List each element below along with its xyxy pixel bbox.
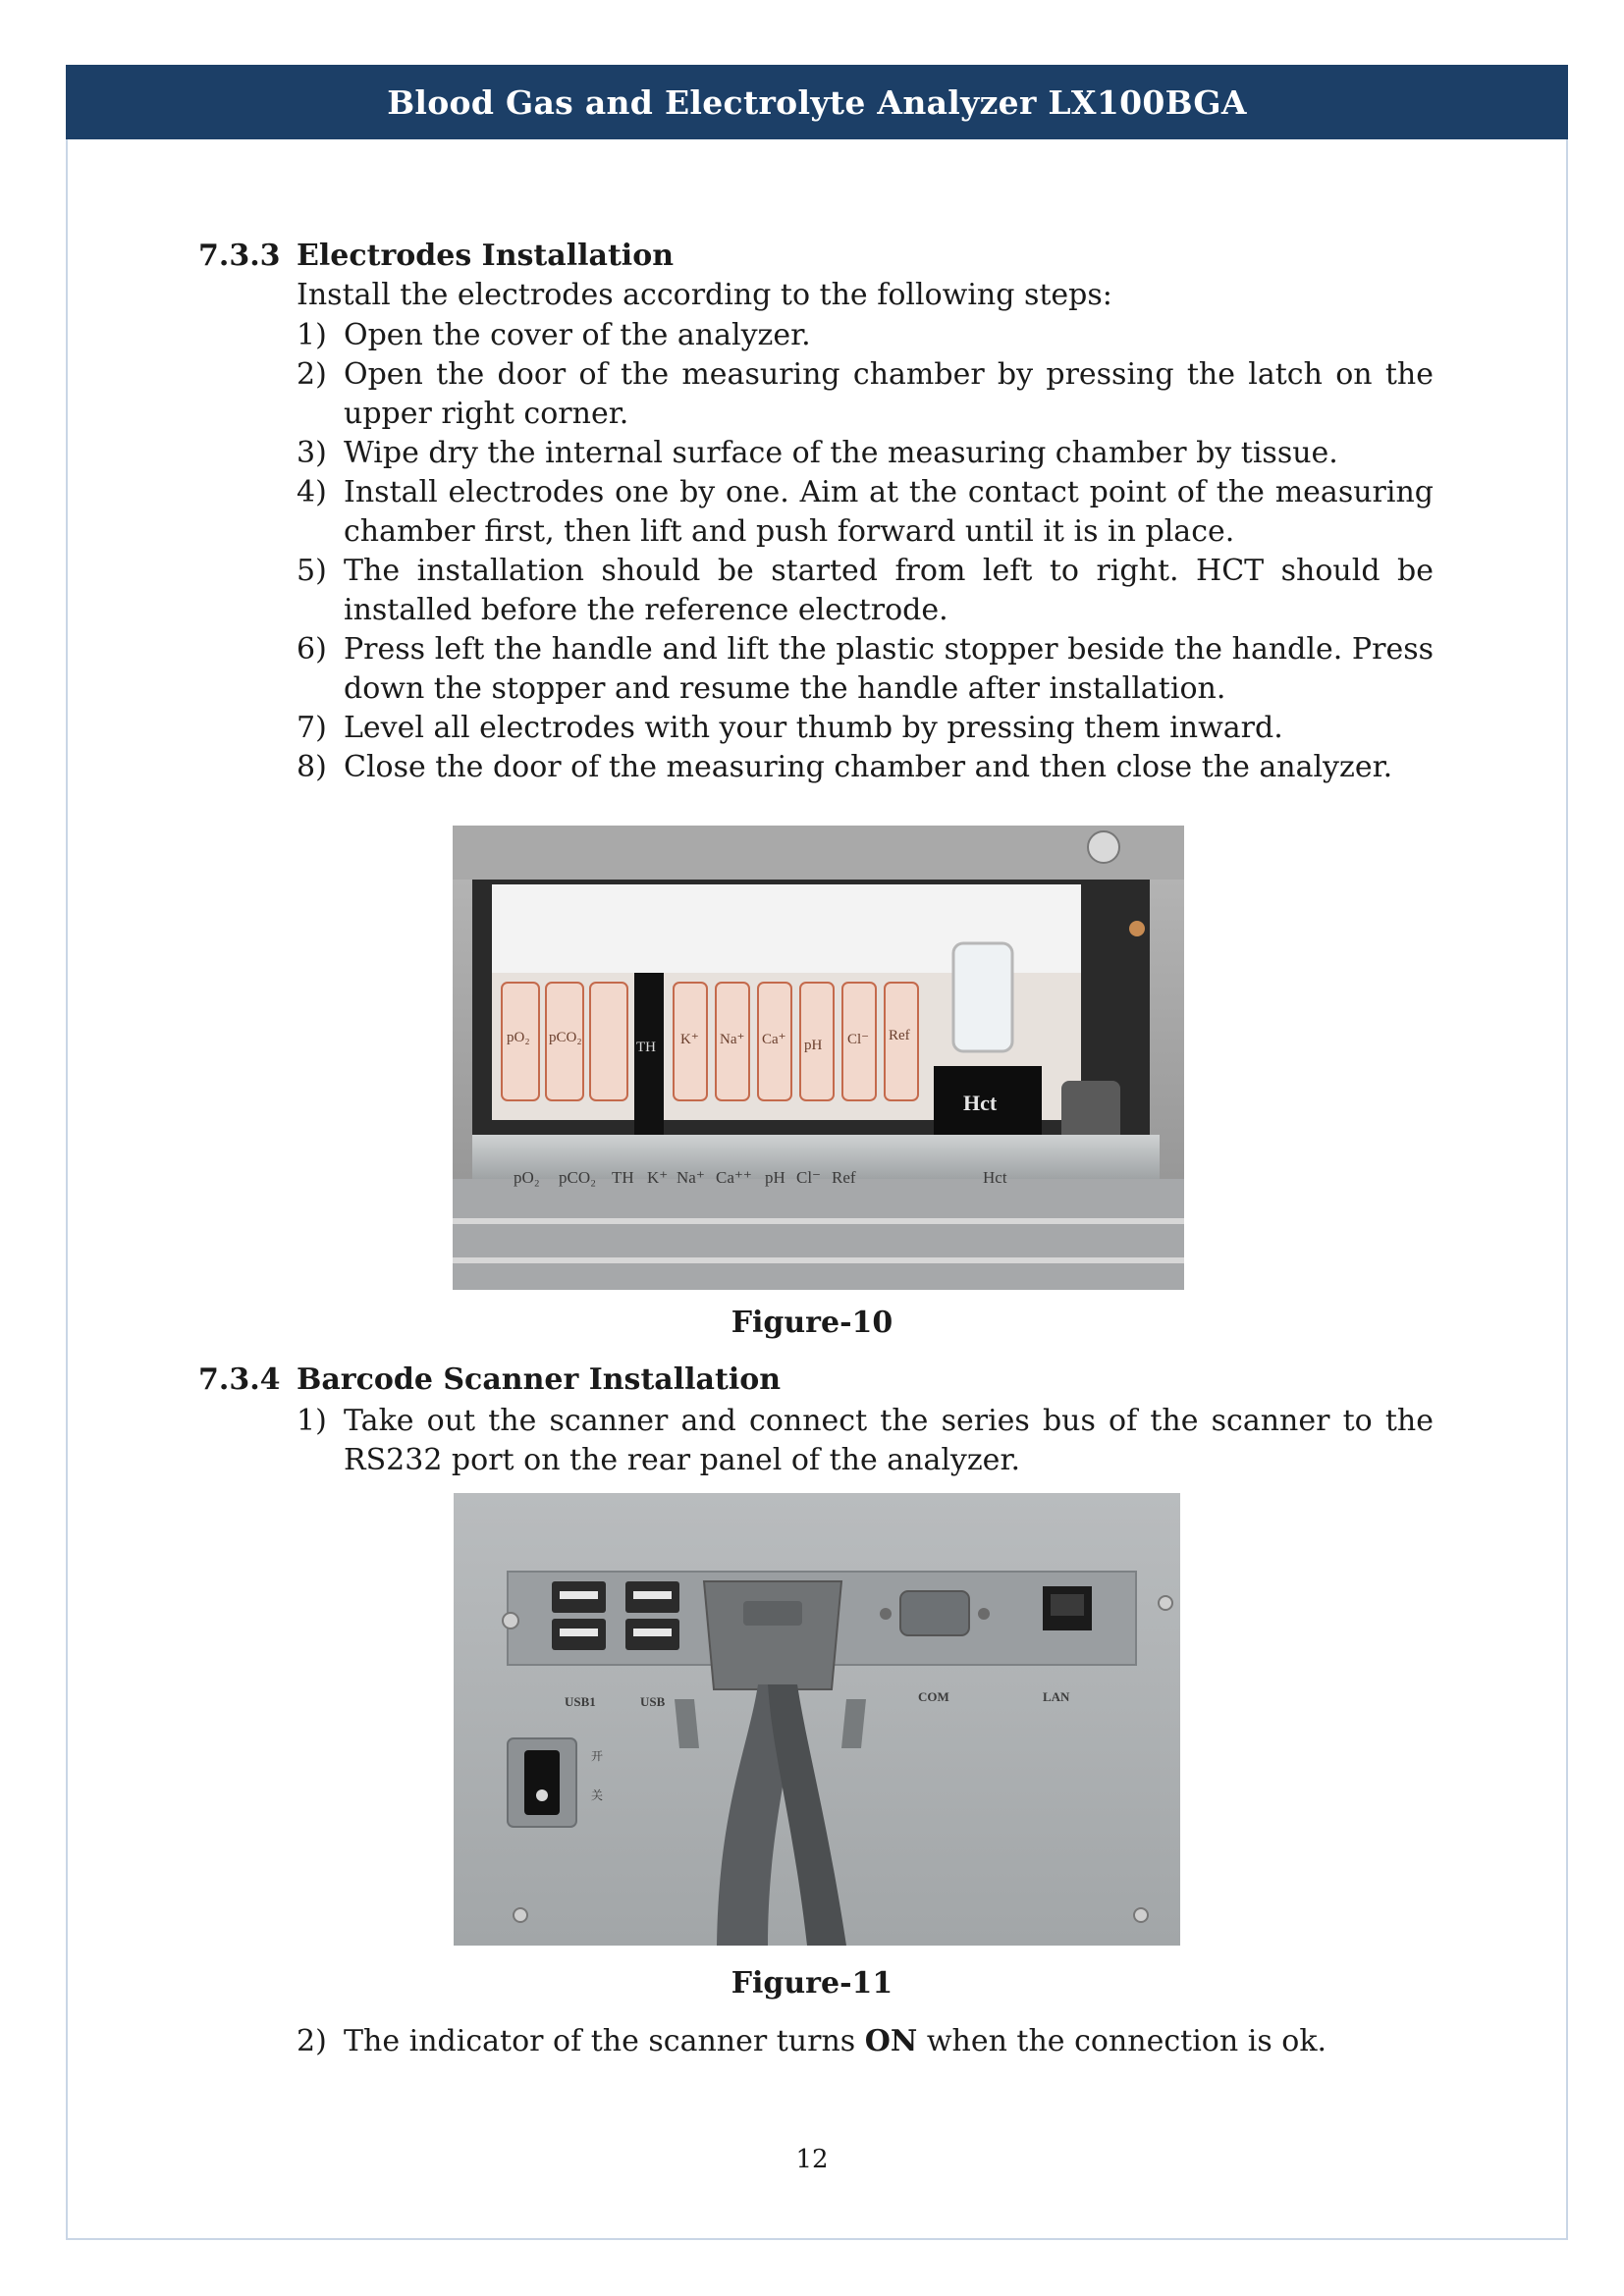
list-item: 1) Take out the scanner and connect the series bus of the scanner to the RS232 port on the rear panel of the analyzer.: [297, 1404, 1434, 1477]
electrode-steps-list: [297, 316, 1434, 787]
list-item: 8) Close the door of the measuring chamber and then close the analyzer.: [297, 750, 1393, 784]
page-number: 12: [795, 2145, 829, 2174]
scanner-steps-list: [297, 1402, 1434, 1480]
figure-10-caption: Figure-10: [731, 1306, 893, 1340]
label-lan: LAN: [1043, 1689, 1070, 1704]
section-title: Barcode Scanner Installation: [297, 1362, 782, 1397]
label-switch-off: 关: [591, 1789, 604, 1802]
label-ref: Ref: [889, 1028, 910, 1043]
tray-label-hct: Hct: [983, 1168, 1007, 1187]
tray-label-ref: Ref: [832, 1168, 856, 1187]
label-com: COM: [918, 1689, 949, 1704]
list-item: 6) Press left the handle and lift the plastic stopper beside the handle. Press down the stopper and resume the handle after installation.: [297, 632, 1434, 706]
label-na: Na⁺: [720, 1032, 745, 1047]
figure-10-photo: [453, 826, 1184, 1290]
tray-label-ca: Ca⁺⁺: [716, 1168, 752, 1187]
label-k: K⁺: [680, 1032, 699, 1047]
tray-label-pco2: pCO₂: [559, 1168, 597, 1187]
label-usb2: USB: [640, 1694, 666, 1709]
list-item: 5) The installation should be started from left to right. HCT should be installed before the reference electrode.: [297, 554, 1434, 627]
list-item: 7) Level all electrodes with your thumb by pressing them inward.: [297, 711, 1283, 745]
figure-11-photo: [454, 1493, 1180, 1946]
label-usb1: USB1: [565, 1694, 596, 1709]
section-intro: Install the electrodes according to the following steps:: [297, 278, 1112, 312]
label-po2: pO₂: [507, 1030, 530, 1045]
emphasis-on: ON: [864, 2024, 918, 2058]
tray-label-cl: Cl⁻: [796, 1168, 822, 1187]
tray-label-k: K⁺: [647, 1168, 669, 1187]
list-item: 4) Install electrodes one by one. Aim at the contact point of the measuring chamber first, then lift and push forward until it is in place.: [297, 475, 1434, 549]
tray-label-th: TH: [612, 1168, 634, 1187]
label-th: TH: [636, 1040, 656, 1055]
label-cl: Cl⁻: [847, 1032, 870, 1047]
tray-label-po2: pO₂: [514, 1168, 540, 1187]
label-switch-on: 开: [591, 1749, 604, 1763]
list-item: 3) Wipe dry the internal surface of the measuring chamber by tissue.: [297, 436, 1338, 470]
list-item: 2) Open the door of the measuring chamber by pressing the latch on the upper right corner.: [297, 357, 1434, 431]
figure-11-caption: Figure-11: [731, 1966, 893, 2001]
label-ph: pH: [804, 1038, 823, 1053]
page-header: [66, 65, 1568, 139]
label-hct-block: Hct: [963, 1091, 998, 1115]
section-number: 7.3.4: [198, 1362, 281, 1397]
label-ca: Ca⁺: [762, 1032, 786, 1047]
scanner-steps-list-continued: [297, 2022, 1434, 2061]
list-item: 2) The indicator of the scanner turns ON when the connection is ok.: [297, 2024, 1327, 2058]
list-item: 1) Open the cover of the analyzer.: [297, 318, 811, 352]
section-title: Electrodes Installation: [297, 239, 675, 273]
section-number: 7.3.3: [198, 239, 281, 273]
label-pco2: pCO₂: [549, 1030, 582, 1045]
tray-label-na: Na⁺: [677, 1168, 705, 1187]
tray-label-ph: pH: [765, 1168, 785, 1187]
header-title: Blood Gas and Electrolyte Analyzer LX100BGA: [387, 82, 1247, 122]
